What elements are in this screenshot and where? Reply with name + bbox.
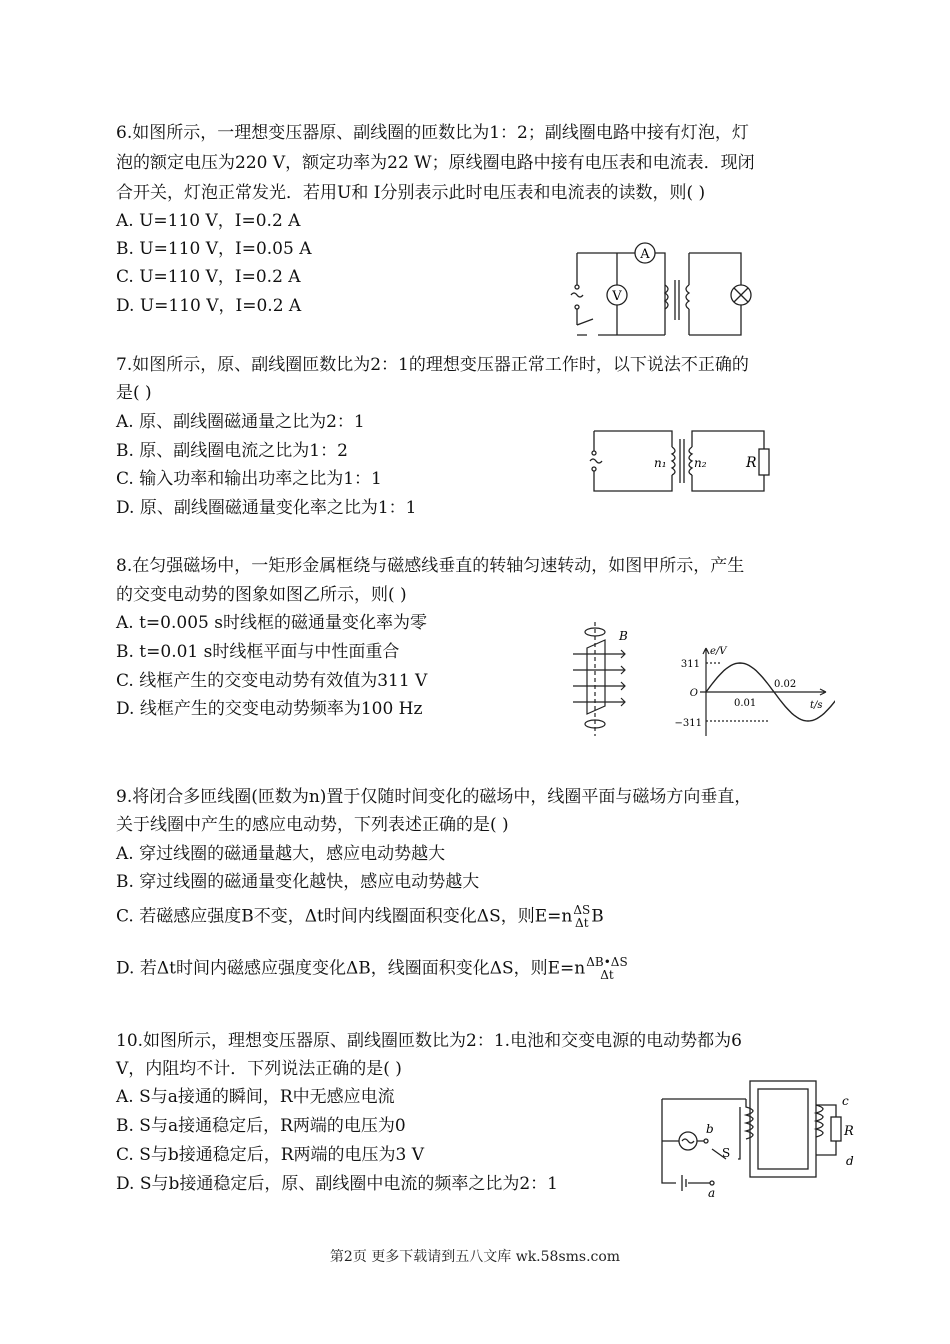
q9-option-c-fraction [573,904,590,930]
q10-stem-line-1: 10.如图所示，理想变压器原、副线圈匝数比为2：1.电池和交变电源的电动势都为6 [116,1031,742,1051]
q10-option-c: C. S与b接通稳定后，R两端的电压为3 V [116,1145,425,1165]
q8-stem-line-1: 8.在匀强磁场中，一矩形金属框绕与磁感线垂直的转轴匀速转动，如图甲所示，产生 [116,556,745,576]
q7-stem-line-2: 是( ) [116,383,152,403]
q10-option-d: D. S与b接通稳定后，原、副线圈中电流的频率之比为2：1 [116,1174,558,1194]
q7-stem-line-1: 7.如图所示，原、副线圈匝数比为2：1的理想变压器正常工作时，以下说法不正确的 [116,355,749,375]
voltmeter-label: V [612,289,622,304]
q7-option-d: D. 原、副线圈磁通量变化率之比为1：1 [116,498,417,518]
q10-label-r: R [844,1124,854,1139]
n1-label: n₁ [654,456,667,470]
q8-stem-line-2: 的交变电动势的图象如图乙所示，则( ) [116,585,407,605]
origin-label: O [689,688,698,699]
q10-label-d: d [846,1154,854,1168]
q10-transformer-figure [656,1075,856,1200]
q8-option-a: A. t=0.005 s时线框的磁通量变化率为零 [116,613,427,633]
q10-option-b: B. S与a接通稳定后，R两端的电压为0 [116,1116,406,1136]
r-label: R [746,455,757,471]
q9-option-c [116,904,604,930]
q7-option-a: A. 原、副线圈磁通量之比为2：1 [116,412,365,432]
q9-option-d-numerator: ΔB•ΔS [586,955,628,969]
q9-option-c-prefix: C. 若磁感应强度B不变，Δt时间内线圈面积变化ΔS，则E=n [116,906,573,927]
q8-option-d: D. 线框产生的交变电动势频率为100 Hz [116,699,423,719]
ammeter-label: A [640,247,650,262]
q9-option-d-prefix: D. 若Δt时间内磁感应强度变化ΔB，线圈面积变化ΔS，则E=n [116,958,586,979]
q6-transformer-figure [565,235,755,347]
y-tick-max: 311 [680,659,700,670]
q9-option-d [116,956,629,982]
page-footer: 第2页 更多下载请到五八文库 wk.58sms.com [329,1249,621,1265]
q6-option-a: A. U=110 V，I=0.2 A [116,211,301,231]
q9-option-b: B. 穿过线圈的磁通量变化越快，感应电动势越大 [116,872,480,892]
q7-option-b: B. 原、副线圈电流之比为1：2 [116,441,348,461]
q9-stem-line-1: 9.将闭合多匝线圈(匝数为n)置于仅随时间变化的磁场中，线圈平面与磁场方向垂直， [116,787,752,807]
q6-option-b: B. U=110 V，I=0.05 A [116,239,312,259]
x-tick-002: 0.02 [774,679,797,690]
q6-stem-line-3: 合开关，灯泡正常发光．若用U和 I分别表示此时电压表和电流表的读数，则( ) [116,183,706,203]
q6-option-d: D. U=110 V，I=0.2 A [116,296,302,316]
q6-stem-line-1: 6.如图所示，一理想变压器原、副线圈的匝数比为1：2；副线圈电路中接有灯泡，灯 [116,123,749,143]
q9-option-c-numerator: ΔS [573,903,591,917]
q10-label-c: c [842,1094,849,1108]
q9-option-d-denominator: Δt [600,968,614,982]
q8-emf-chart [670,640,835,740]
q8-rotating-frame-figure [565,618,660,740]
q9-option-c-denominator: Δt [575,916,589,930]
q9-option-a: A. 穿过线圈的磁通量越大，感应电动势越大 [116,844,446,864]
q7-transformer-figure [584,425,784,497]
q10-label-s: S [722,1146,731,1160]
q9-option-d-fraction [586,956,627,982]
q10-label-a: a [708,1186,716,1200]
q9-stem-line-2: 关于线圈中产生的感应电动势，下列表述正确的是( ) [116,815,509,835]
x-axis-label: t/s [810,700,823,711]
q10-label-b: b [706,1122,714,1136]
q8-option-b: B. t=0.01 s时线框平面与中性面重合 [116,642,400,662]
n2-label: n₂ [694,456,707,470]
q10-stem-line-2: V，内阻均不计．下列说法正确的是( ) [116,1059,402,1079]
y-tick-min: −311 [674,718,702,729]
q8-option-c: C. 线框产生的交变电动势有效值为311 V [116,671,428,691]
b-label: B [619,629,628,643]
q7-option-c: C. 输入功率和输出功率之比为1：1 [116,469,382,489]
x-axis [700,689,826,695]
q6-stem-line-2: 泡的额定电压为220 V，额定功率为22 W；原线圈电路中接有电压表和电流表．现闭 [116,153,755,173]
y-axis-label: e/V [710,646,727,657]
q9-option-c-suffix: B [591,906,604,927]
q10-option-a: A. S与a接通的瞬间，R中无感应电流 [116,1087,395,1107]
x-tick-001: 0.01 [734,698,757,709]
q6-option-c: C. U=110 V，I=0.2 A [116,267,301,287]
